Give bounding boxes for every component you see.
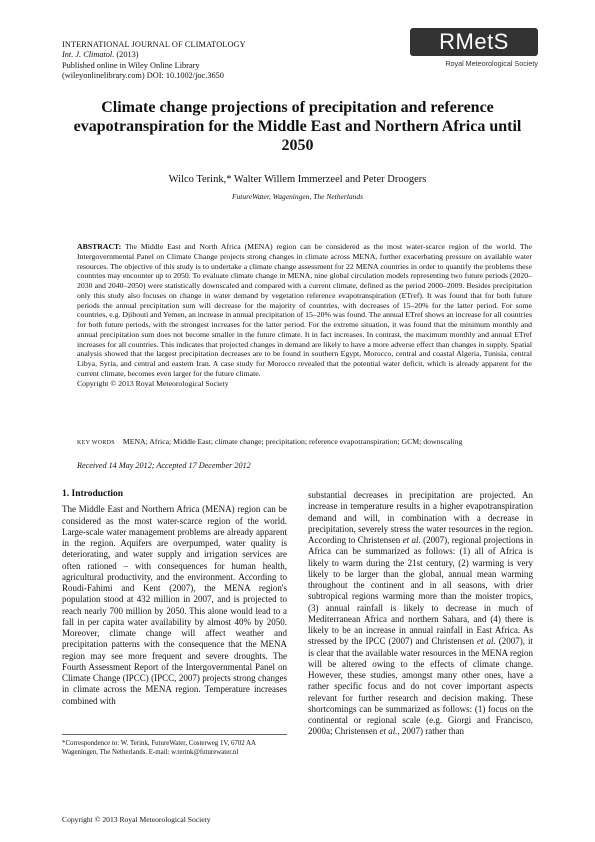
article-authors: Wilco Terink,* Walter Willem Immerzeel and Peter Droogers [168, 174, 427, 185]
doi-line: (wileyonlinelibrary.com) DOI: 10.1002/joc.3650 [62, 71, 224, 81]
intro-paragraph-right: substantial decreases in precipitation are projected. An increase in temperature results in a higher evapotranspiration demand and will, in combination with a decrease in precipitation, severely stress the water resources in the region. According to Christensen et al. (2007), regional projections in Africa can be summarized as follows: (1) all of Africa is likely to warm during the 21st century, (2) warming is very likely to be larger than the global, annual mean warming throughout the continent and in all seasons, with drier subtropical regions warming more than the moister tropics, (3) annual rainfall is likely to decrease in much of Mediterranean Africa and northern Sahara, and (4) there is likely to be an increase in annual rainfall in East Africa. As stressed by the IPCC (2007) and Christensen et al. (2007), it is clear that the available water resources in the MENA region will be altered owing to the effects of climate change. However, these studies, amongst many other ones, have a rather specific focus and do not cover important aspects relevant for further research and decision making. These shortcomings can be summarized as follows: (1) focus on the continental or regional scale (e.g. Giorgi and Francisco, 2000a; Christensen et al., 2007) rather than [308, 490, 534, 737]
abstract [77, 242, 532, 388]
abstract-text: The Middle East and North Africa (MENA) region can be considered as the most water-scarce region of the world. The Intergovernmental Panel on Climate Change projects strong changes in climate across MENA, further exacerbating pressure on available water resources. The objective of this study is to undertake a climate change assessment for 22 MENA countries in order to quantify the problems these countries may encounter up to 2050. To evaluate climate change in MENA, nine global circulation models representing two future periods (2020–2030 and 2040–2050) were statistically downscaled and compared with a current climate, defined as the period 2000–2009. Besides precipitation only this study also focuses on change in water demand by vegetation reference evapotranspiration (ETref). It was found that for both future periods the annual precipitation sum will decrease for the majority of countries, with decreases of 15–20% for the latter period. For some countries, e.g. Djibouti and Yemen, an increase in annual precipitation of 15–20% was found. The annual ETref shows an increase for all countries for both future periods, with the strongest increases for the latter period. For the extreme situation, it was found that the minimum monthly and annual precipitation sum does not become smaller in the future climate. It in fact increases. In contrast, the maximum monthly and annual ETref increases for all countries. This indicates that projected changes in demand are likely to have a more adverse effect than changes in supply. Spatial analysis showed that the largest precipitation decreases are to be found in southern Egypt, Morocco, central and coastal Algeria, Tunisia, central Libya, Syria, and central and eastern Iran. A case study for Morocco revealed that the potential water deficit, which is already apparent for the current climate, becomes even larger for the future climate. [77, 242, 532, 378]
published-line: Published online in Wiley Online Library [62, 60, 200, 70]
right-column [308, 490, 533, 738]
correspondence-footnote: *Correspondence to: W. Terink, FutureWater, Costerweg 1V, 6702 AA Wageningen, The Netherlands. E-mail: w.terink@futurewater.nl [62, 734, 287, 757]
keywords-text: MENA; Africa; Middle East; climate change; precipitation; reference evapotranspiration; GCM; downscaling [122, 437, 463, 446]
keywords-label: KEY WORDS [77, 440, 115, 446]
keywords [77, 437, 532, 446]
rmets-logo [410, 28, 538, 68]
journal-header [62, 40, 246, 82]
journal-citation: Int. J. Climatol. (2013) [62, 50, 139, 60]
section-heading-introduction: 1. Introduction [62, 489, 124, 499]
rmets-logo-subtitle: Royal Meteorological Society [445, 59, 538, 68]
rmets-logo-text: RMetS [439, 29, 509, 54]
abstract-label: ABSTRACT: [77, 242, 122, 251]
intro-paragraph-left: The Middle East and Northern Africa (MENA) region can be considered as the most water-scarce region of the world. Large-scale water management problems are already apparent in the region. Aquifers are overpumped, water quality is deteriorating, and water supply and irrigation services are often rationed – with consequences for human health, agricultural productivity, and the environment. According to Roudi-Fahimi and Kent (2007), the MENA region's population stood at 432 million in 2007, and is projected to reach nearly 700 million by 2050. This alone would lead to a fall in per capita water availability by almost 40% by 2050. Moreover, climate change will affect weather and precipitation patterns with the consequence that the MENA region may see more frequent and severe droughts. The Fourth Assessment Report of the Intergovernmental Panel on Climate Change (IPCC) (IPCC, 2007) projects strong changes in climate across the MENA region. Temperature increases combined with [62, 504, 287, 706]
article-affiliation: FutureWater, Wageningen, The Netherlands [231, 192, 364, 201]
received-dates: Received 14 May 2012; Accepted 17 December 2012 [77, 461, 251, 470]
rmets-logo-badge [410, 28, 538, 56]
page-footer-copyright: Copyright © 2013 Royal Meteorological Society [62, 815, 211, 824]
abstract-copyright: Copyright © 2013 Royal Meteorological Society [77, 378, 229, 388]
journal-name: INTERNATIONAL JOURNAL OF CLIMATOLOGY [62, 40, 246, 49]
left-column [62, 489, 287, 707]
article-title: Climate change projections of precipitation and reference evapotranspiration for the Middle East and Northern Africa until 2050 [73, 99, 522, 154]
